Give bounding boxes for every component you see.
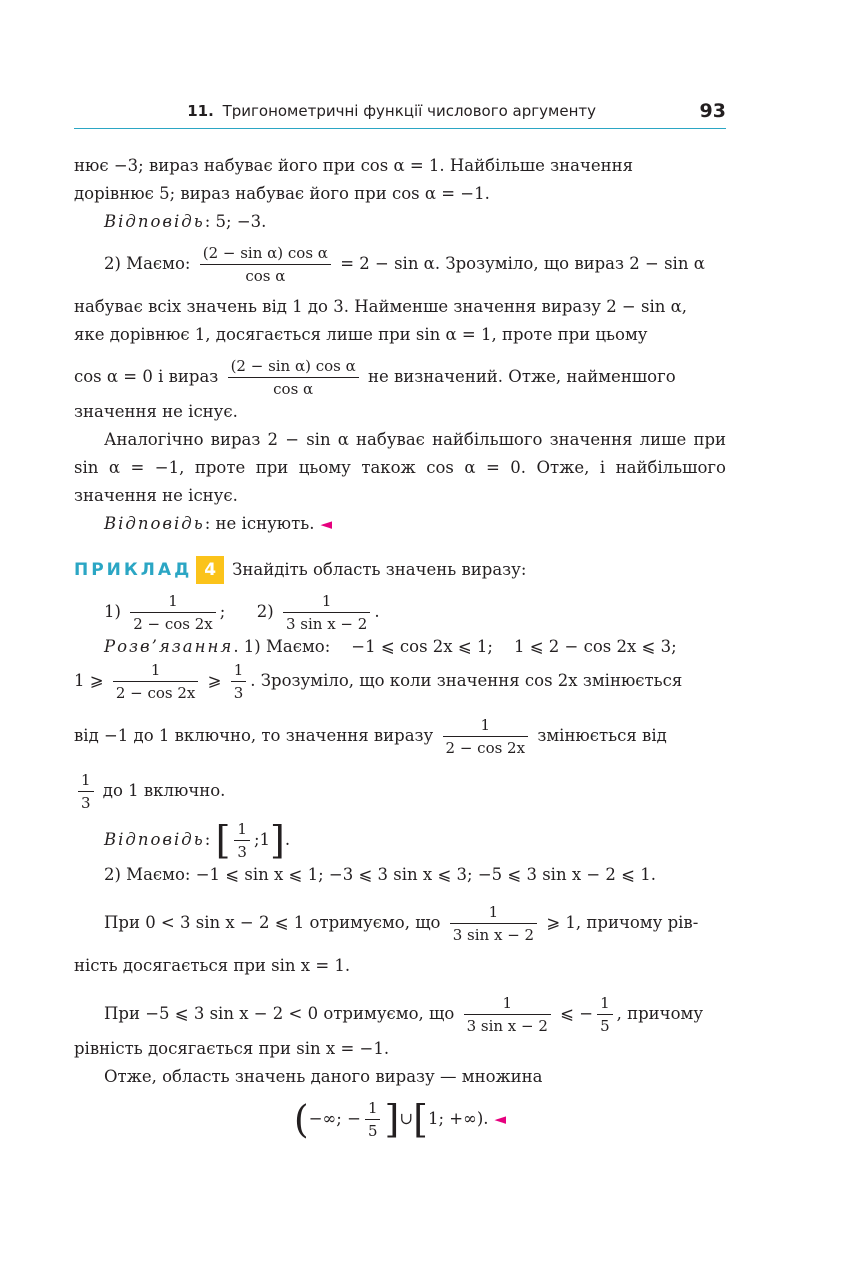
fraction: $\frac{1}{5}$ (365, 1099, 381, 1140)
fraction: $\frac{1}{\text{3 sin x − 2}}$ (283, 592, 370, 633)
text-line: При −5 ⩽ 3 sin x − 2 < 0 отримуємо, що $\frac{1}{\text{3 sin x − 2}}$ ⩽ − $\frac{1}{5}$ , причому (104, 994, 704, 1035)
fraction: $\frac{1}{3}$ (234, 820, 250, 861)
text-line: дорівнює 5; вираз набуває його при cos α = −1. (74, 184, 490, 203)
answer-line: Відповідь: 5; −3. (104, 212, 267, 231)
end-marker-icon: ◄ (320, 515, 333, 533)
answer-line: Відповідь: [ $\frac{1}{3}$ ;1]. (104, 818, 291, 863)
fraction: $\frac{\text{(2 − sin α) cos α}}{\text{cos α}}$ (200, 244, 331, 285)
solution-line: Розв’язання. 1) Маємо: −1 ⩽ cos 2x ⩽ 1; 1 ⩽ 2 − cos 2x ⩽ 3; (104, 637, 677, 656)
fraction: $\frac{\text{(2 − sin α) cos α}}{\text{cos α}}$ (228, 357, 359, 398)
text-line: від −1 до 1 включно, то значення виразу $\frac{1}{2 - \cos 2x}$ змінюється від (74, 716, 667, 757)
text-line: Отже, область значень даного виразу — множина (104, 1067, 543, 1086)
example-number: 4 (196, 556, 224, 584)
text-line: рівність досягається при sin x = −1. (74, 1039, 390, 1058)
chapter-number: 11. (187, 102, 214, 120)
example-items: 1) $\frac{1}{2 - \cos 2x}$ ; 2) $\frac{1}{\text{3 sin x − 2}}$ . (104, 592, 380, 633)
fraction: $\frac{1}{\text{3 sin x − 2}}$ (450, 903, 537, 944)
fraction: $\frac{1}{2 - \cos 2x}$ (113, 661, 199, 702)
text-line: значення не існує. (74, 402, 238, 421)
answer-line: Відповідь: не існують. ◄ (104, 514, 333, 533)
answer-label: Відповідь (104, 514, 205, 533)
chapter-title (187, 102, 596, 120)
example-heading (74, 556, 726, 584)
text-line: нює −3; вираз набуває його при cos α = 1. Найбільше значення (74, 156, 634, 175)
page-header (74, 98, 726, 129)
solution-label: Розв’язання (104, 637, 234, 656)
example-label: ПРИКЛАД (74, 560, 193, 580)
text-line: 2) Маємо: $\frac{\text{(2 − sin α) cos α}}{\text{cos α}}$ = 2 − sin α. Зрозуміло, що вираз 2 − sin α (104, 244, 705, 285)
fraction: $\frac{1}{2 - \cos 2x}$ (130, 592, 216, 633)
page-number: 93 (699, 100, 726, 122)
chapter-name: Тригонометричні функції числового аргументу (222, 102, 596, 120)
fraction: $\frac{1}{\text{3 sin x − 2}}$ (464, 994, 551, 1035)
text-line: 1 ⩾ $\frac{1}{2 - \cos 2x}$ ⩾ $\frac{1}{3}$ . Зрозуміло, що коли значення cos 2x змінюється (74, 661, 683, 702)
text-line: $\frac{1}{3}$ до 1 включно. (74, 771, 726, 812)
end-marker-icon: ◄ (494, 1110, 507, 1128)
text-line: яке дорівнює 1, досягається лише при sin α = 1, проте при цьому (74, 325, 648, 344)
fraction: $\frac{1}{3}$ (78, 771, 94, 812)
fraction: $\frac{1}{3}$ (231, 661, 247, 702)
text-line: набуває всіх значень від 1 до 3. Найменше значення виразу 2 − sin α, (74, 297, 688, 316)
text-line: 2) Маємо: −1 ⩽ sin x ⩽ 1; −3 ⩽ 3 sin x ⩽ 3; −5 ⩽ 3 sin x − 2 ⩽ 1. (104, 865, 656, 884)
text-line: При 0 < 3 sin x − 2 ⩽ 1 отримуємо, що $\frac{1}{\text{3 sin x − 2}}$ ⩾ 1, причому рів- (104, 903, 699, 944)
answer-label: Відповідь (104, 212, 205, 231)
text-line: cos α = 0 і вираз $\frac{\text{(2 − sin α) cos α}}{\text{cos α}}$ не визначений. Отже, найменшого (74, 357, 676, 398)
example-task: Знайдіть область значень виразу: (232, 560, 527, 579)
fraction: $\frac{1}{2 - \cos 2x}$ (443, 716, 529, 757)
answer-label: Відповідь (104, 830, 205, 849)
fraction: $\frac{1}{5}$ (597, 994, 613, 1035)
text-line: ність досягається при sin x = 1. (74, 956, 351, 975)
final-set: (−∞; − $\frac{1}{5}$ ]∪[1; +∞). ◄ (293, 1097, 507, 1142)
page-body (74, 152, 726, 1140)
paragraph: Аналогічно вираз 2 − sin α набуває найбільшого значення лише при sin α = −1, проте при цьому також cos α = 0. Отже, і найбільшого значення не існує. (74, 430, 726, 505)
